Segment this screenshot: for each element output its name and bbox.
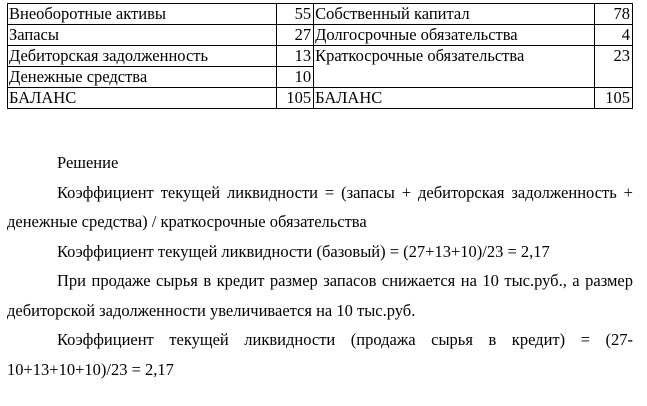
- credit-sale-explanation: При продаже сырья в кредит размер запасов снижается на 10 тыс.руб., а размер дебиторской задолженности увеличивается на 10 тыс.руб.: [7, 271, 633, 320]
- liability-total-value: 105: [595, 88, 633, 109]
- solution-heading: Решение: [57, 153, 119, 172]
- table-row: [8, 88, 633, 109]
- asset-label: Дебиторская задолженность: [8, 46, 277, 67]
- asset-value: 10: [276, 67, 314, 88]
- base-calculation: Коэффициент текущей ликвидности (базовый) = (27+13+10)/23 = 2,17: [57, 241, 550, 261]
- liability-value: 4: [595, 25, 633, 46]
- liability-value: 23: [595, 46, 633, 88]
- balance-table: [7, 3, 633, 109]
- formula-definition: Коэффициент текущей ликвидности = (запасы + дебиторская задолженность + денежные средства) / краткосрочные обязательства: [7, 182, 633, 231]
- asset-total-label: БАЛАНС: [8, 88, 277, 109]
- asset-total-value: 105: [276, 88, 314, 109]
- liability-label: Собственный капитал: [314, 4, 595, 25]
- credit-sale-calculation: Коэффициент текущей ликвидности (продажа сырья в кредит) = (27-10+13+10+10)/23 = 2,17: [7, 330, 633, 379]
- table-row: [8, 4, 633, 25]
- liability-label: Долгосрочные обязательства: [314, 25, 595, 46]
- table-row: [8, 46, 633, 67]
- liability-value: 78: [595, 4, 633, 25]
- liability-total-label: БАЛАНС: [314, 88, 595, 109]
- asset-value: 13: [276, 46, 314, 67]
- asset-value: 27: [276, 25, 314, 46]
- asset-value: 55: [276, 4, 314, 25]
- liability-label: Краткосрочные обязательства: [314, 46, 595, 88]
- asset-label: Запасы: [8, 25, 277, 46]
- asset-label: Денежные средства: [8, 67, 277, 88]
- solution-section: [7, 148, 633, 384]
- asset-label: Внеоборотные активы: [8, 4, 277, 25]
- table-row: [8, 25, 633, 46]
